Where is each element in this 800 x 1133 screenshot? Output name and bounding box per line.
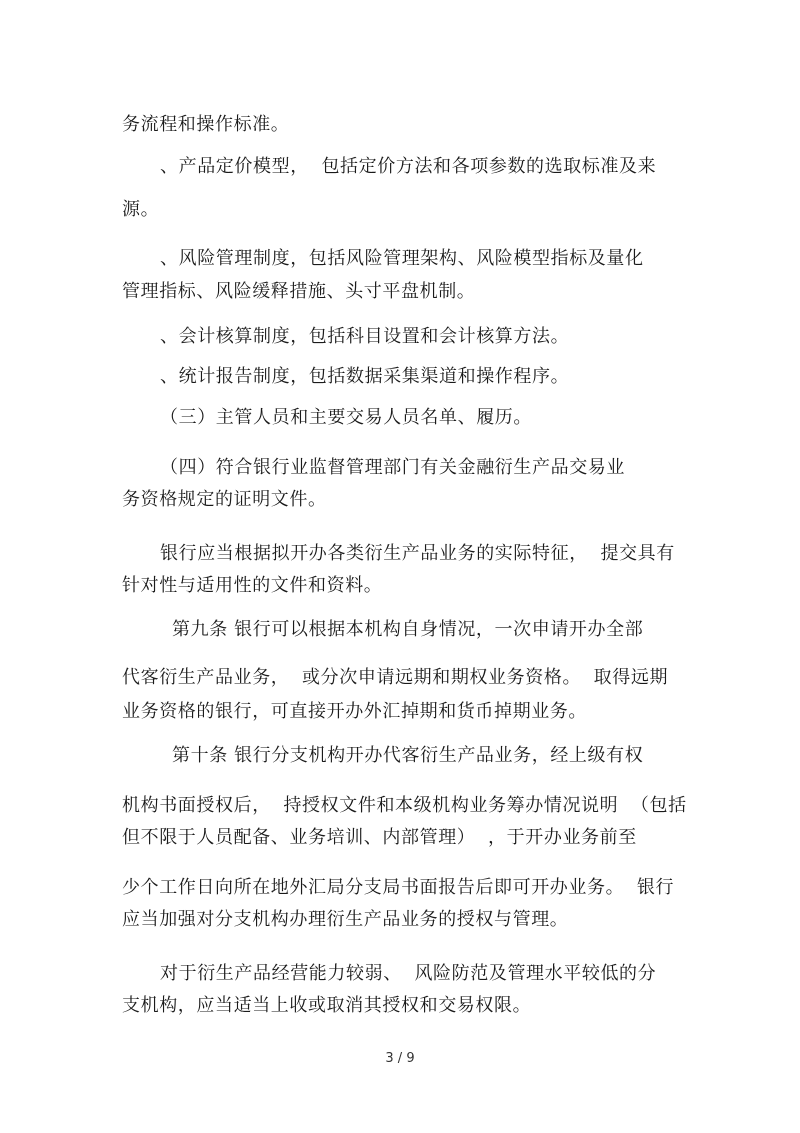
text-line: 、风险管理制度，包括风险管理架构、风险模型指标及量化 [160,248,644,269]
text-line: （三）主管人员和主要交易人员名单、履历。 [160,407,532,428]
text-line: （四）符合银行业监督管理部门有关金融衍生产品交易业 [160,457,625,478]
text-line: 、会计核算制度，包括科目设置和会计核算方法。 [160,326,570,347]
text-line: 、统计报告制度，包括数据采集渠道和操作程序。 [160,366,570,387]
text-line: 针对性与适用性的文件和资料。 [122,575,383,596]
page-number: 3 / 9 [385,1051,415,1066]
text-line: 、产品定价模型， 包括定价方法和各项参数的选取标准及来 [160,156,657,177]
text-line: 业务资格的银行，可直接开办外汇掉期和货币掉期业务。 [122,701,587,722]
text-line: 银行应当根据拟开办各类衍生产品业务的实际特征， 提交具有 [160,543,675,564]
text-line: 应当加强对分支机构办理衍生产品业务的授权与管理。 [122,909,569,930]
text-line: 机构书面授权后， 持授权文件和本级机构业务筹办情况说明 （包括 [122,795,687,816]
text-line: 支机构，应当适当上收或取消其授权和交易权限。 [122,995,532,1016]
text-line: 源。 [122,199,160,220]
text-line: 代客衍生产品业务， 或分次申请远期和期权业务资格。 取得远期 [122,667,669,688]
text-line: 第十条 银行分支机构开办代客衍生产品业务，经上级有权 [172,745,644,766]
text-line: 务流程和操作标准。 [122,114,290,135]
text-line: 少个工作日向所在地外汇局分支局书面报告后即可开办业务。 银行 [122,877,675,898]
text-line: 第九条 银行可以根据本机构自身情况，一次申请开办全部 [172,619,644,640]
text-line: 但不限于人员配备、业务培训、内部管理） ，于开办业务前至 [122,827,637,848]
text-line: 对于衍生产品经营能力较弱、 风险防范及管理水平较低的分 [160,963,657,984]
text-line: 务资格规定的证明文件。 [122,489,327,510]
text-line: 管理指标、风险缓释措施、头寸平盘机制。 [122,281,476,302]
